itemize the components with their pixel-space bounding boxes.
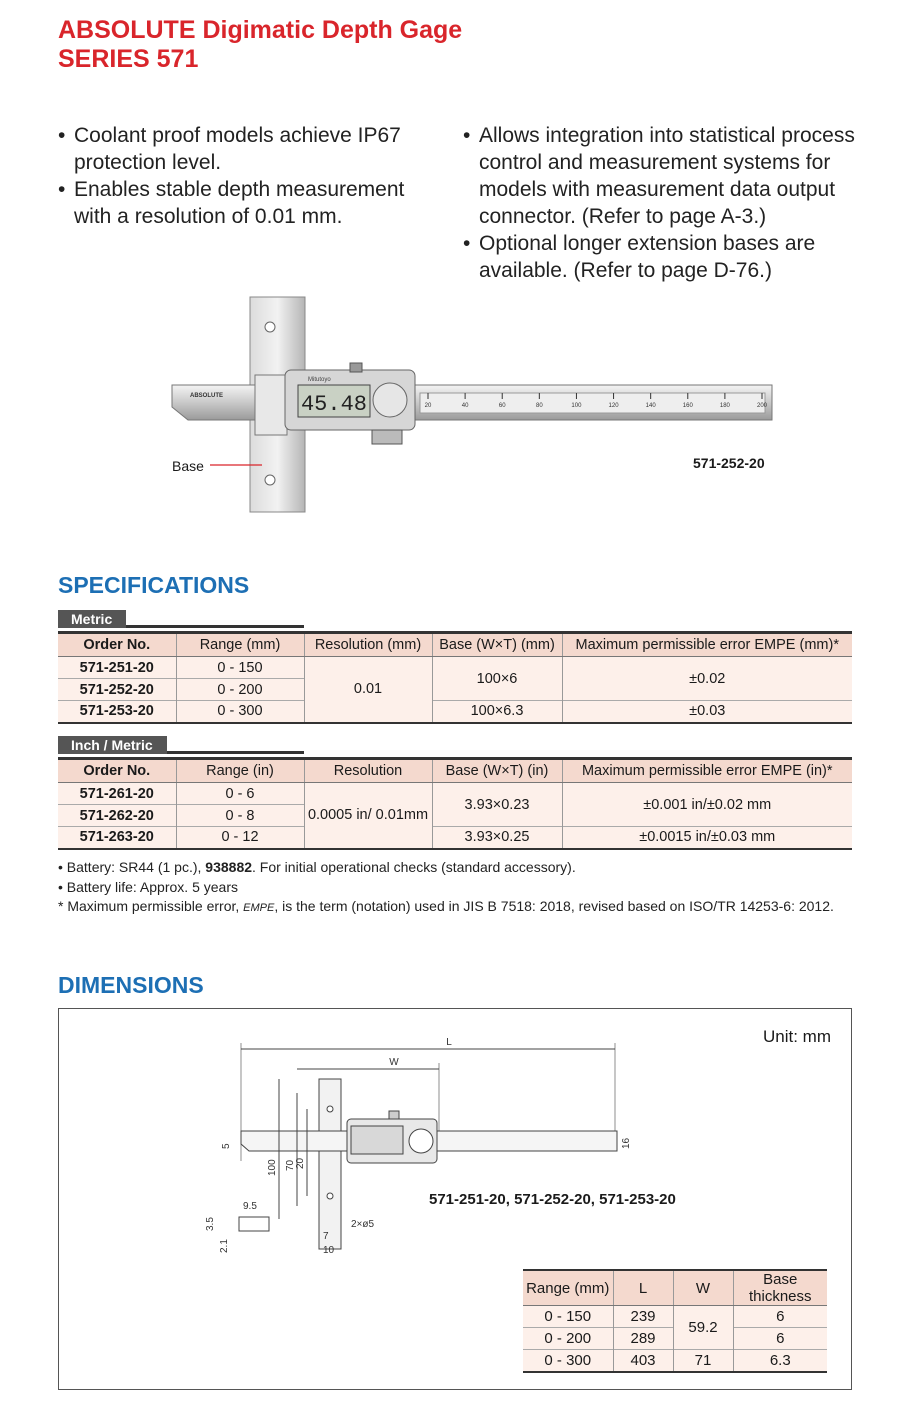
col-header: L [613,1270,673,1306]
dim-20: 20 [295,1157,306,1169]
metric-tab: Metric [58,610,126,628]
product-image [150,295,790,520]
resolution: 0.0005 in/ 0.01mm [304,783,432,849]
battery-part-number: 938882 [205,859,253,875]
feature-item: • Optional longer extension bases are available. (Refer to page D-76.) [463,230,863,284]
product-model: 571-252-20 [693,455,765,471]
feed-wheel [373,383,407,417]
brand-label: ABSOLUTE [190,393,223,399]
scale-tick-label: 100 [571,403,582,409]
range: 0 - 12 [176,827,304,849]
range: 0 - 200 [523,1328,613,1350]
length-L: 289 [613,1328,673,1350]
dimensions-table [523,1269,827,1373]
col-header: Order No. [58,633,176,657]
spec-notes [58,858,834,919]
range: 0 - 6 [176,783,304,805]
table-row [58,827,852,849]
dim-holes: 2×ø5 [351,1219,375,1230]
base-thickness: 6.3 [733,1350,827,1372]
base-hole [265,475,275,485]
col-header: Range (in) [176,759,304,783]
scale-tick-label: 160 [682,403,693,409]
order-no: 571-253-20 [58,701,176,723]
col-header: Resolution (mm) [304,633,432,657]
col-header: Base (W×T) (mm) [432,633,562,657]
clamp-screw [350,363,362,372]
maker-label: Mitutoyo [308,377,331,383]
order-no: 571-252-20 [58,679,176,701]
table-header-row [523,1270,827,1306]
scale-tick-label: 20 [424,403,432,409]
features-right [463,122,863,284]
range: 0 - 200 [176,679,304,701]
order-no: 571-263-20 [58,827,176,849]
title-line-1: ABSOLUTE Digimatic Depth Gage [58,16,463,44]
scale-strip [420,393,765,413]
range: 0 - 300 [523,1350,613,1372]
scale-tick-label: 80 [535,403,543,409]
table-row [523,1350,827,1372]
feature-item: • Coolant proof models achieve IP67 protection level. [58,122,438,176]
table-row [523,1306,827,1328]
range: 0 - 300 [176,701,304,723]
col-header: Order No. [58,759,176,783]
battery-note: • Battery: SR44 (1 pc.), 938882. For initial operational checks (standard accessory). [58,859,576,875]
feature-item: • Enables stable depth measurement with a resolution of 0.01 mm. [58,176,438,230]
col-header: W [673,1270,733,1306]
inch-spec-table [58,757,852,850]
table-row [58,657,852,679]
scale-tick-label: 140 [645,403,656,409]
max-error: ±0.03 [562,701,852,723]
col-header: Maximum permissible error EMPE (mm)* [562,633,852,657]
col-header: Base thickness [733,1270,827,1306]
lcd-reading: 45.48 [300,392,368,417]
scale-tick-label: 200 [756,403,768,409]
width-W: 59.2 [673,1306,733,1350]
specifications-heading: SPECIFICATIONS [58,572,250,598]
mpe-note: * Maximum permissible error, EMPE, is the term (notation) used in JIS B 7518: 2018, revised based on ISO/TR 14253-6: 2012. [58,898,834,914]
inch-metric-tab: Inch / Metric [58,736,167,754]
scale-tick-label: 180 [719,403,730,409]
dimension-models-label: 571-251-20, 571-252-20, 571-253-20 [429,1191,676,1208]
table-row [58,701,852,723]
dim-16: 16 [621,1137,632,1149]
length-L: 403 [613,1350,673,1372]
dimensions-panel [58,1008,852,1390]
table-header-row [58,759,852,783]
base-label: Base [172,458,204,474]
max-error: ±0.001 in/±0.02 mm [562,783,852,827]
base-hole [265,322,275,332]
length-L: 239 [613,1306,673,1328]
col-header: Resolution [304,759,432,783]
base-size: 100×6.3 [432,701,562,723]
dimension-drawing [199,1031,659,1261]
title-line-2: SERIES 571 [58,45,199,73]
thumb-roller [372,430,402,444]
page-title [58,16,462,74]
dim-W: W [389,1057,399,1068]
dim-3-5: 3.5 [205,1217,216,1231]
metric-tab-bar [58,610,304,628]
dim-7: 7 [323,1231,329,1242]
range: 0 - 150 [523,1306,613,1328]
drawing-base [319,1079,341,1249]
range: 0 - 8 [176,805,304,827]
max-error: ±0.0015 in/±0.03 mm [562,827,852,849]
base-thickness: 6 [733,1328,827,1350]
dimensions-heading: DIMENSIONS [58,972,204,998]
width-W: 71 [673,1350,733,1372]
resolution: 0.01 [304,657,432,723]
base-thickness: 6 [733,1306,827,1328]
battery-life-note: • Battery life: Approx. 5 years [58,878,238,895]
range: 0 - 150 [176,657,304,679]
scale-tick-label: 40 [461,403,469,409]
order-no: 571-251-20 [58,657,176,679]
order-no: 571-261-20 [58,783,176,805]
dim-2-1: 2.1 [219,1239,230,1253]
feature-item: • Allows integration into statistical process control and measurement systems for models with measurement data output connector. (Refer to page A-3.) [463,122,863,230]
col-header: Range (mm) [523,1270,613,1306]
col-header: Base (W×T) (in) [432,759,562,783]
inch-tab-bar [58,736,304,754]
dim-9-5: 9.5 [243,1201,257,1212]
base-size: 3.93×0.25 [432,827,562,849]
max-error: ±0.02 [562,657,852,701]
dim-70: 70 [285,1159,296,1171]
col-header: Maximum permissible error EMPE (in)* [562,759,852,783]
dim-5: 5 [221,1143,232,1149]
dim-L: L [446,1037,452,1048]
order-no: 571-262-20 [58,805,176,827]
dim-100: 100 [267,1159,278,1176]
features-left [58,122,438,230]
table-header-row [58,633,852,657]
unit-label: Unit: mm [763,1027,831,1046]
col-header: Range (mm) [176,633,304,657]
dim-10: 10 [323,1245,335,1256]
base-size: 3.93×0.23 [432,783,562,827]
mpe-symbol: EMPE [243,902,275,914]
metric-spec-table [58,631,852,724]
scale-tick-label: 120 [608,403,619,409]
table-row [58,783,852,805]
base-size: 100×6 [432,657,562,701]
scale-tick-label: 60 [498,403,506,409]
base-clamp [255,375,287,435]
